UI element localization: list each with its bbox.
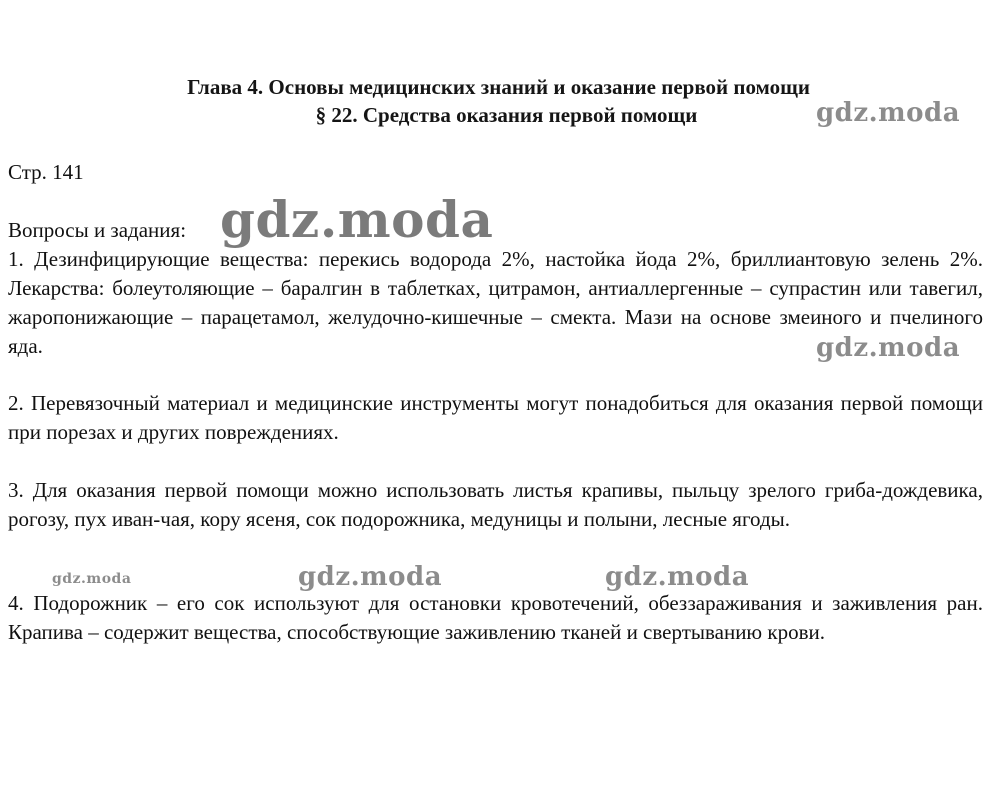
- answer-2: 2. Перевязочный материал и медицинские инструменты могут понадобиться для оказания первой помощи при порезах и других повреждениях.: [8, 391, 983, 444]
- questions-label: Вопросы и задания:: [8, 218, 187, 242]
- section-title-text: § 22. Средства оказания первой помощи: [315, 103, 698, 127]
- watermark-large: gdz.moda: [220, 190, 494, 249]
- watermark-bottom-left: gdz.moda: [298, 562, 443, 592]
- answer-3: 3. Для оказания первой помощи можно использовать листья крапивы, пыльцу зрелого гриба-дождевика, рогозу, пух иван-чая, кору ясеня, сок подорожника, медуницы и полыни, лесные ягоды.: [8, 478, 983, 531]
- answer-1: 1. Дезинфицирующие вещества: перекись водорода 2%, настойка йода 2%, бриллиантовую зелень 2%. Лекарства: болеутоляющие – баралгин в таблетках, цитрамон, антиаллергенные – супрастин или тавегил, жаропонижающие – парацетамол, желудочно-кишечные – смекта. Мази на основе змеиного и пчелиного яда.: [8, 247, 983, 358]
- watermark-mid-right: gdz.moda: [816, 333, 961, 363]
- watermark-small: gdz.moda: [52, 571, 132, 587]
- chapter-title: Глава 4. Основы медицинских знаний и оказание первой помощи: [187, 75, 810, 99]
- answer-4: 4. Подорожник – его сок используют для остановки кровотечений, обеззараживания и заживления ран. Крапива – содержит вещества, способствующие заживлению тканей и свертыванию крови.: [8, 591, 983, 644]
- watermark-top-right: gdz.moda: [816, 98, 961, 128]
- watermark-bottom-right: gdz.moda: [605, 562, 750, 592]
- section-title: [0, 102, 997, 128]
- page-reference: Стр. 141: [8, 160, 84, 184]
